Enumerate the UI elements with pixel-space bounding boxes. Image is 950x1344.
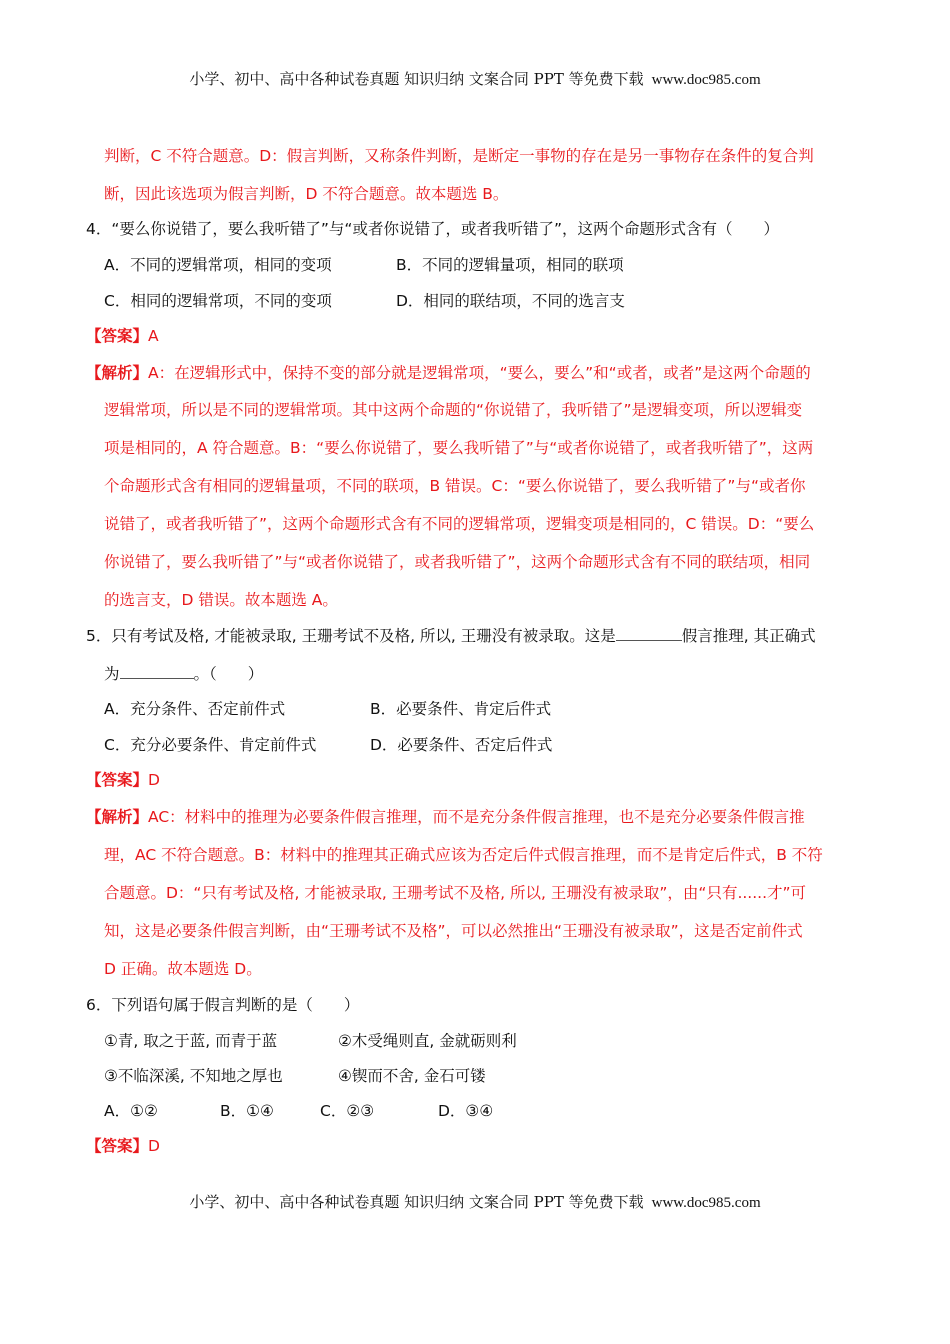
q5-stem-text: 为 [104, 665, 120, 683]
q5-analysis-line [86, 807, 846, 827]
q4-stem: 4．“要么你说错了，要么我听错了”与“或者你说错了，或者我听错了”，这两个命题形式含有（ ） [86, 220, 779, 238]
q4-analysis-line: 的选言支，D 错误。故本题选 A。 [104, 591, 338, 609]
footer-text: 小学、初中、高中各种试卷真题 知识归纳 文案合同 PPT 等免费下载 [189, 1193, 644, 1211]
page-footer [0, 1191, 950, 1212]
answer-value: A [148, 327, 159, 345]
q5-option-a: A．充分条件、否定前件式 [104, 700, 286, 718]
q6-option-b: B．①④ [220, 1102, 274, 1120]
page-header [0, 68, 950, 89]
analysis-text: AC：材料中的推理为必要条件假言推理，而不是充分条件假言推理，也不是充分必要条件假言推 [148, 808, 805, 826]
answer-tag: 【答案】 [86, 771, 149, 789]
q6-option-c: C．②③ [320, 1102, 375, 1120]
q4-analysis-line: 项是相同的，A 符合题意。B：“要么你说错了，要么我听错了”与“或者你说错了，或者我听错了”，这两 [104, 439, 814, 457]
q4-option-c: C．相同的逻辑常项，不同的变项 [104, 292, 332, 310]
analysis-tag: 【解析】 [86, 808, 149, 826]
q6-option-d: D．③④ [438, 1102, 494, 1120]
q4-option-b: B．不同的逻辑量项，相同的联项 [396, 256, 624, 274]
q6-item-2: ②木受绳则直, 金就砺则利 [338, 1032, 517, 1050]
q6-answer [86, 1136, 846, 1156]
q6-item-1: ①青, 取之于蓝, 而青于蓝 [104, 1032, 278, 1050]
q4-analysis-line: 说错了，或者我听错了”，这两个命题形式含有不同的逻辑常项，逻辑变项是相同的，C 错误。D：“要么 [104, 515, 815, 533]
q5-stem-line2 [104, 664, 864, 684]
q5-analysis-line: D 正确。故本题选 D。 [104, 960, 262, 978]
footer-url[interactable]: www.doc985.com [651, 1195, 761, 1211]
q4-analysis-line: 个命题形式含有相同的逻辑量项，不同的联项，B 错误。C：“要么你说错了，要么我听错了”与“或者你 [104, 477, 806, 495]
answer-value: D [148, 771, 160, 789]
answer-value: D [148, 1137, 160, 1155]
q5-stem-line1 [86, 626, 846, 646]
answer-tag: 【答案】 [86, 327, 149, 345]
q6-option-a: A．①② [104, 1102, 158, 1120]
header-url[interactable]: www.doc985.com [651, 72, 761, 88]
q5-answer [86, 770, 846, 790]
analysis-tag: 【解析】 [86, 364, 149, 382]
q3-analysis-line: 断，因此该选项为假言判断，D 不符合题意。故本题选 B。 [104, 185, 509, 203]
fill-blank [616, 626, 682, 641]
header-text: 小学、初中、高中各种试卷真题 知识归纳 文案合同 PPT 等免费下载 [189, 70, 644, 88]
q4-analysis-line: 逻辑常项，所以是不同的逻辑常项。其中这两个命题的“你说错了，我听错了”是逻辑变项，所以逻辑变 [104, 401, 803, 419]
q5-analysis-line: 知，这是必要条件假言判断，由“王珊考试不及格”，可以必然推出“王珊没有被录取”，这是否定前件式 [104, 922, 803, 940]
q6-stem: 6．下列语句属于假言判断的是（ ） [86, 996, 360, 1014]
q5-stem-text: 5．只有考试及格, 才能被录取, 王珊考试不及格, 所以, 王珊没有被录取。这是 [86, 627, 616, 645]
q5-option-d: D．必要条件、否定后件式 [370, 736, 553, 754]
q4-analysis-line [86, 363, 846, 383]
fill-blank [120, 664, 194, 679]
q3-analysis-line: 判断，C 不符合题意。D：假言判断，又称条件判断，是断定一事物的存在是另一事物存在条件的复合判 [104, 147, 814, 165]
q4-option-a: A．不同的逻辑常项，相同的变项 [104, 256, 332, 274]
q5-analysis-line: 理，AC 不符合题意。B：材料中的推理其正确式应该为否定后件式假言推理，而不是肯定后件式，B 不符 [104, 846, 823, 864]
q5-option-b: B．必要条件、肯定后件式 [370, 700, 552, 718]
q4-analysis-line: 你说错了，要么我听错了”与“或者你说错了，或者我听错了”，这两个命题形式含有不同的联结项，相同 [104, 553, 811, 571]
analysis-text: A：在逻辑形式中，保持不变的部分就是逻辑常项，“要么，要么”和“或者，或者”是这两个命题的 [148, 364, 811, 382]
q5-stem-text: 假言推理, 其正确式 [681, 627, 816, 645]
q6-item-4: ④锲而不舍, 金石可镂 [338, 1067, 486, 1085]
q6-item-3: ③不临深溪, 不知地之厚也 [104, 1067, 283, 1085]
q5-option-c: C．充分必要条件、肯定前件式 [104, 736, 317, 754]
q4-answer [86, 326, 846, 346]
q4-option-d: D．相同的联结项，不同的选言支 [396, 292, 625, 310]
q5-stem-text: 。（ ） [193, 665, 264, 683]
q5-analysis-line: 合题意。D：“只有考试及格, 才能被录取, 王珊考试不及格, 所以, 王珊没有被录取”，由“只有......才”可 [104, 884, 807, 902]
answer-tag: 【答案】 [86, 1137, 149, 1155]
